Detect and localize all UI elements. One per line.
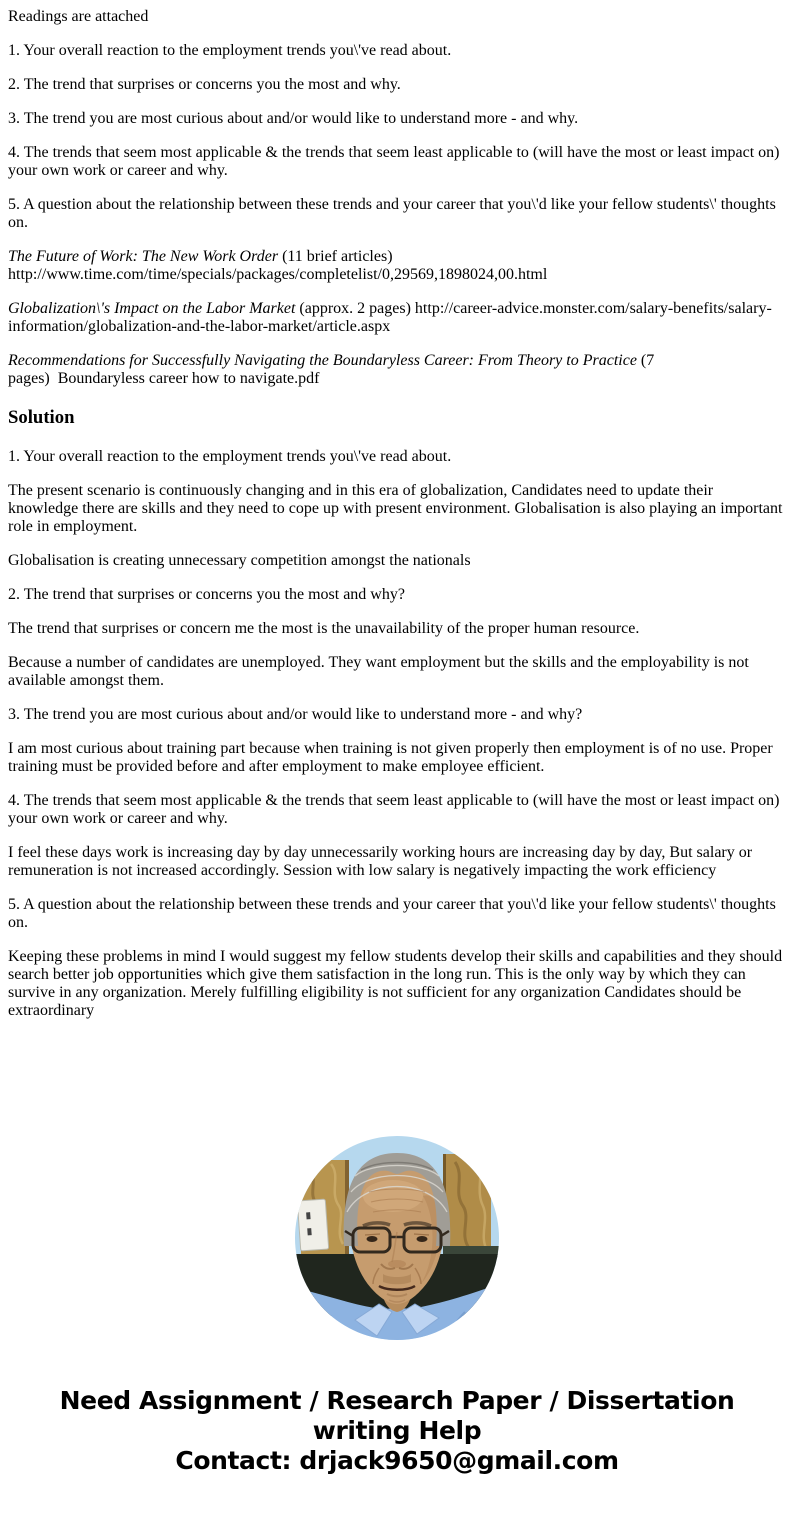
portrait-nose-tip-shadow — [388, 1260, 406, 1268]
paragraph — [8, 448, 786, 466]
promo-line-2: writing Help — [312, 1416, 482, 1445]
paragraph — [8, 792, 786, 828]
text-run: Keeping these problems in mind I would suggest my fellow students develop their skills and capabilities and they should search better job opportunities which give them satisfaction in the long run. This is the only way by which they can survive in any organization. Merely fulfilling eligibility is not sufficient for any organization Candidates should be extraordinary — [8, 948, 783, 1019]
paragraph — [8, 482, 786, 536]
paragraph — [8, 654, 786, 690]
text-run: 1. Your overall reaction to the employment trends you\'ve read about. — [8, 42, 452, 59]
paragraph — [8, 196, 786, 232]
article-title: The Future of Work: The New Work Order — [8, 248, 279, 265]
text-run: 3. The trend you are most curious about and/or would like to understand more - and why? — [8, 706, 583, 723]
solution-section — [8, 448, 786, 1020]
solution-heading: Solution — [8, 407, 75, 428]
text-run: Because a number of candidates are unemployed. They want employment but the skills and the employability is not available amongst them. — [8, 654, 749, 689]
text-run: 3. The trend you are most curious about and/or would like to understand more - and why. — [8, 110, 579, 127]
text-run: (11 brief articles) — [278, 248, 393, 265]
article-title: Globalization\'s Impact on the Labor Market — [8, 300, 296, 317]
paragraph — [8, 110, 786, 128]
paragraph — [8, 740, 786, 776]
paragraph — [8, 42, 786, 60]
portrait-right-eye — [417, 1236, 428, 1242]
profile-photo — [295, 1136, 499, 1340]
paragraph — [8, 76, 786, 94]
text-run: I feel these days work is increasing day by day unnecessarily working hours are increasing day by day, But salary or remuneration is not increased accordingly. Session with low salary is negatively impacting the work efficiency — [8, 844, 753, 879]
portrait-switch-plate — [297, 1199, 328, 1251]
paragraph — [8, 8, 786, 26]
text-run: Readings are attached — [8, 8, 149, 25]
text-run: 5. A question about the relationship between these trends and your career that you\'d like your fellow students\' thoughts on. — [8, 896, 776, 931]
text-run: 4. The trends that seem most applicable & the trends that seem least applicable to (will have the most or least impact on) your own work or career and why. — [8, 144, 780, 179]
text-run: The trend that surprises or concern me the most is the unavailability of the proper human resource. — [8, 620, 640, 637]
paragraph — [8, 144, 786, 180]
text-run: 5. A question about the relationship between these trends and your career that you\'d like your fellow students\' thoughts on. — [8, 196, 776, 231]
portrait-switch-mark-2 — [307, 1228, 311, 1235]
text-run: 2. The trend that surprises or concerns you the most and why. — [8, 76, 401, 93]
paragraph — [8, 896, 786, 932]
paragraph — [8, 248, 786, 284]
promo-line-1: Need Assignment / Research Paper / Dissertation — [59, 1386, 735, 1415]
portrait-forehead-highlight — [363, 1180, 423, 1212]
portrait-switch-mark — [306, 1212, 310, 1219]
promo-contact-line: Contact: drjack9650@gmail.com — [175, 1446, 619, 1475]
paragraph — [8, 586, 786, 604]
text-run: http://www.time.com/time/specials/packages/completelist/0,29569,1898024,00.html — [8, 266, 548, 283]
paragraph — [8, 844, 786, 880]
readings-section — [8, 8, 786, 388]
text-run: The present scenario is continuously changing and in this era of globalization, Candidates need to update their knowledge there are skills and they need to cope up with present environment. Globalisation is also playing an important role in employment. — [8, 482, 783, 535]
promo-footer — [8, 1386, 786, 1476]
text-run: (approx. 2 pages) http://career-advice.monster.com/salary-benefits/salary-information/globalization-and-the-labor-market/article.aspx — [8, 300, 772, 335]
text-run: 1. Your overall reaction to the employment trends you\'ve read about. — [8, 448, 452, 465]
paragraph — [8, 620, 786, 638]
document-page — [8, 8, 786, 1513]
portrait-switch-plate-group — [297, 1199, 328, 1251]
paragraph — [8, 706, 786, 724]
text-run: 4. The trends that seem most applicable & the trends that seem least applicable to (will have the most or least impact on) your own work or career and why. — [8, 792, 780, 827]
paragraph — [8, 948, 786, 1020]
blank-space — [8, 1036, 786, 1136]
paragraph — [8, 300, 786, 336]
portrait-illustration — [295, 1136, 499, 1340]
text-run: pages) Boundaryless career how to navigate.pdf — [8, 370, 320, 387]
text-run: I am most curious about training part because when training is not given properly then employment is of no use. Proper training must be provided before and after employment to make employee efficient. — [8, 740, 773, 775]
paragraph — [8, 352, 786, 388]
text-run: 2. The trend that surprises or concerns you the most and why? — [8, 586, 405, 603]
portrait-left-eye — [367, 1236, 378, 1242]
paragraph — [8, 552, 786, 570]
article-title: Recommendations for Successfully Navigating the Boundaryless Career: From Theory to Practice — [8, 352, 637, 369]
text-run: (7 — [636, 352, 655, 369]
text-run: Globalisation is creating unnecessary competition amongst the nationals — [8, 552, 471, 569]
